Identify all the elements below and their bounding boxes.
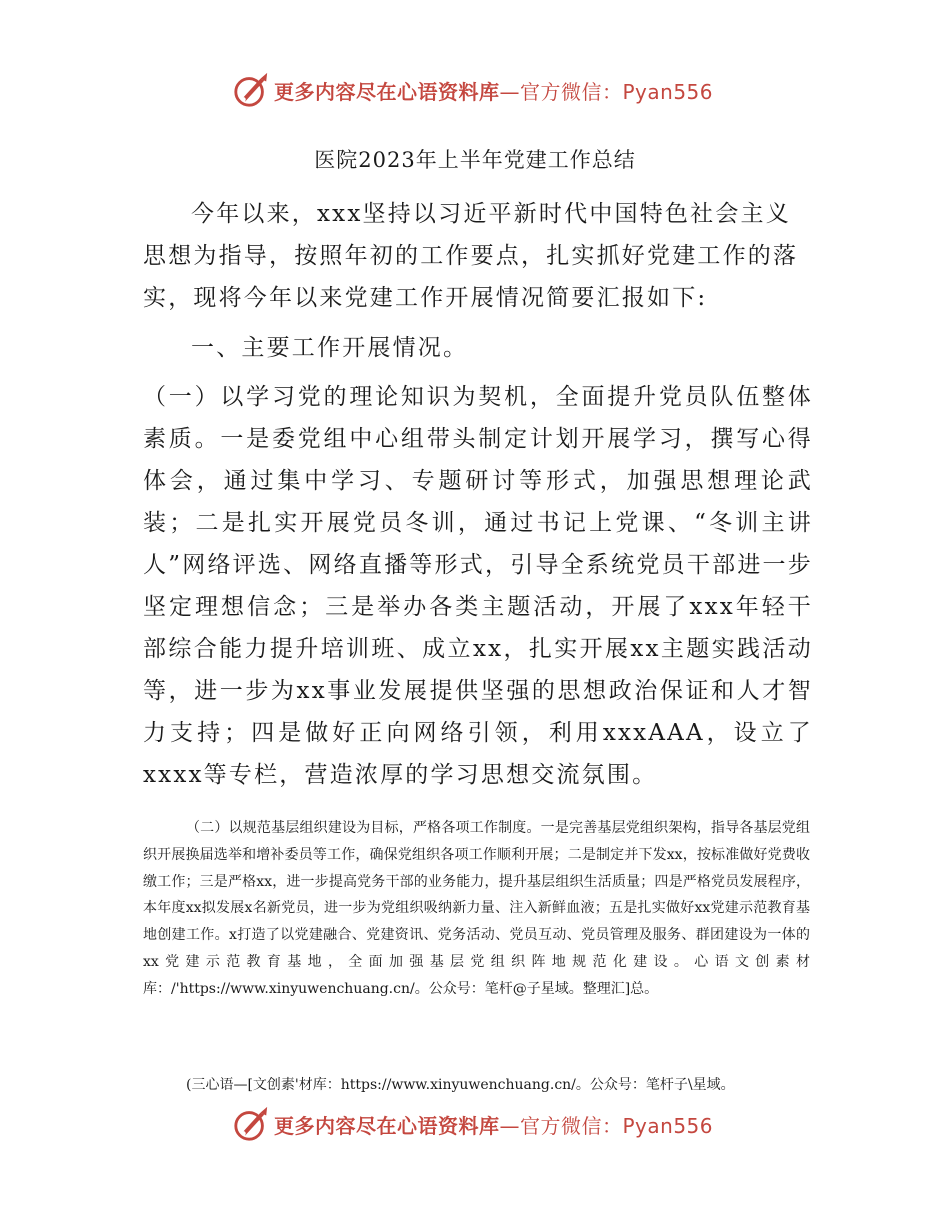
header-watermark-banner (232, 70, 713, 110)
section-3-paragraph: (三心语—[文创素'材库：https://www.xinyuwenchuang.cn/。公众号：笔杆子\星域。 (186, 1077, 735, 1093)
quill-logo-icon (232, 1105, 270, 1143)
banner-text: 更多内容尽在心语资料库—官方微信：Pyan556 (274, 79, 714, 104)
footer-watermark-banner (232, 1104, 713, 1144)
section-1-paragraph: （一）以学习党的理论知识为契机，全面提升党员队伍整体素质。一是委党组中心组带头制定计划开展学习，撰写心得体会，通过集中学习、专题研讨等形式，加强思想理论武装；二是扎实开展党员冬训，通过书记上党课、“冬训主讲人”网络评选、网络直播等形式，引导全系统党员干部进一步坚定理想信念；三是举办各类主题活动，开展了xxx年轻干部综合能力提升培训班、成立xx，扎实开展xx主题实践活动等，进一步为xx事业发展提供坚强的思想政治保证和人才智力支持；四是做好正向网络引领，利用xxxAAA，设立了xxxx等专栏，营造浓厚的学习思想交流氛围。 (143, 384, 813, 788)
quill-logo-icon (232, 71, 270, 109)
section-heading: 一、主要工作开展情况。 (191, 335, 469, 361)
intro-paragraph: 今年以来，xxx坚持以习近平新时代中国特色社会主义思想为指导，按照年初的工作要点，扎实抓好党建工作的落实，现将今年以来党建工作开展情况简要汇报如下: (143, 201, 799, 311)
section-2-paragraph: （二）以规范基层组织建设为目标，严格各项工作制度。一是完善基层党组织架构，指导各基层党组织开展换届选举和增补委员等工作，确保党组织各项工作顺利开展；二是制定并下发xx，按标准做好党费收缴工作；三是严格xx，进一步提高党务干部的业务能力，提升基层组织生活质量；四是严格党员发展程序，本年度xx拟发展x名新党员，进一步为党组织吸纳新力量、注入新鲜血液；五是扎实做好xx党建示范教育基地创建工作。x打造了以党建融合、党建资讯、党务活动、党员互动、党员管理及服务、群团建设为一体的xx党建示范教育基地，全面加强基层党组织阵地规范化建设。心语文创素材库：/'https://www.xinyuwenchuang.cn/。公众号：笔杆@子星域。整理汇]总。 (143, 820, 810, 997)
document-title: 医院2023年上半年党建工作总结 (314, 148, 636, 172)
banner-text: 更多内容尽在心语资料库—官方微信：Pyan556 (274, 1113, 714, 1138)
